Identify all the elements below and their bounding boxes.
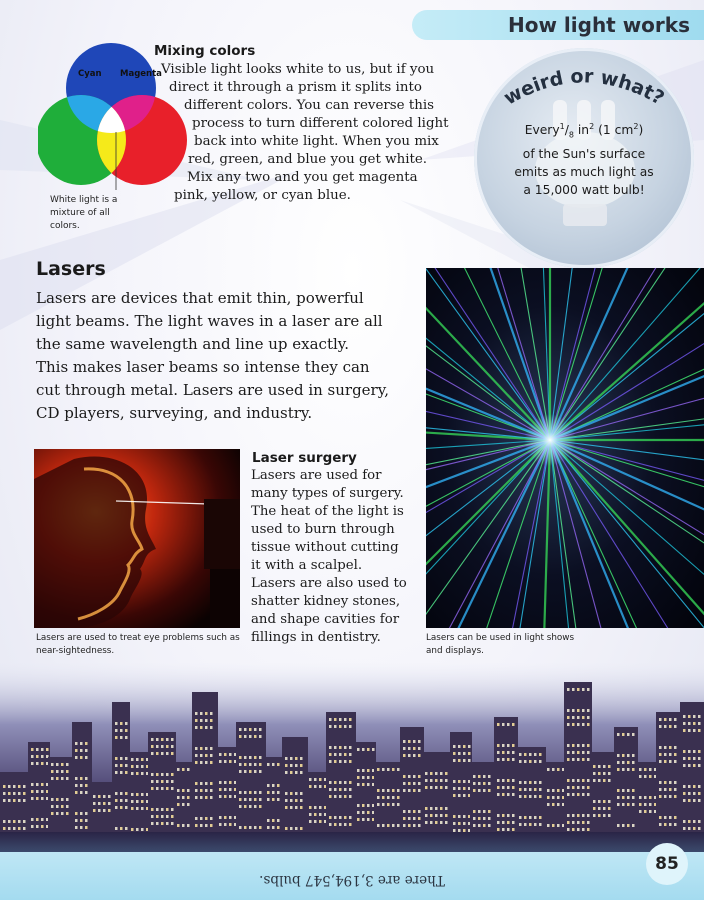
skyline-building: [422, 752, 452, 837]
mixing-colors-line: different colors. You can reverse this: [184, 98, 434, 113]
lasers-body-line: Lasers are devices that emit thin, powerful: [36, 289, 364, 307]
section-title: How light works: [508, 13, 690, 37]
laser-surgery-line: and shape cavities for: [251, 612, 400, 627]
laser-surgery-line: many types of surgery.: [251, 486, 404, 501]
mixing-colors-line: red, green, and blue you get white.: [188, 152, 428, 167]
mixing-colors-line: back into white light. When you mix: [194, 134, 439, 149]
venn-label-magenta: Magenta: [120, 69, 162, 79]
laser-light-show-photo: [426, 268, 704, 628]
skyline-building: [282, 737, 308, 837]
mixing-colors-line: process to turn different colored light: [192, 116, 449, 131]
mixing-colors-heading: Mixing colors: [154, 43, 256, 59]
laser-surgery-line: tissue without cutting: [251, 540, 399, 555]
weird-or-what-text: [500, 118, 668, 199]
skyline-building: [264, 757, 284, 837]
lasers-body-line: light beams. The light waves in a laser are all: [36, 312, 383, 330]
venn-label-cyan: Cyan: [78, 69, 102, 79]
mixing-colors-line: pink, yellow, or cyan blue.: [174, 188, 351, 203]
white-light-note: White light is a mixture of all colors.: [50, 195, 118, 231]
laser-surgery-heading: Laser surgery: [252, 450, 357, 466]
skyline-building: [306, 772, 328, 837]
skyline-building: [614, 727, 638, 837]
skyline-building: [236, 722, 266, 837]
section-header-tab: [412, 10, 704, 40]
page-number: 85: [646, 843, 688, 885]
weird-fact-line: $Every^1/_8$ $in^2$ (1 $cm^2$): [524, 122, 644, 140]
mixing-colors-line: Visible light looks white to us, but if you: [161, 62, 435, 77]
mixing-colors-line: direct it through a prism it splits into: [169, 80, 422, 95]
page-footer: [0, 852, 704, 900]
laser-surgery-line: The heat of the light is: [251, 504, 404, 519]
skyline-building: [48, 757, 74, 837]
skyline-building: [590, 752, 616, 837]
city-skyline-photo: [0, 662, 704, 870]
svg-text:weird or what?: weird or what?: [500, 65, 668, 110]
skyline-building: [494, 717, 518, 837]
laser-surgery-line: Lasers are also used to: [251, 576, 407, 591]
lasers-body-line: the same wavelength and line up exactly.: [36, 335, 350, 353]
lasers-body-line: This makes laser beams so intense they can: [36, 358, 370, 376]
lasers-heading: Lasers: [36, 258, 106, 280]
eye-surgery-photo: [34, 449, 240, 628]
laser-surgery-line: shatter kidney stones,: [251, 594, 401, 609]
laser-surgery-line: used to burn through: [251, 522, 395, 537]
laser-surgery-line: Lasers are used for: [251, 468, 382, 483]
laser-surgery-line: fillings in dentistry.: [251, 630, 381, 645]
weird-fact-line: of the Sun's surface: [522, 146, 646, 161]
skyline-building: [636, 762, 658, 837]
weird-fact-line: a 15,000 watt bulb!: [523, 182, 645, 197]
weird-fact-line: emits as much light as: [514, 164, 654, 179]
mixing-colors-line: Mix any two and you get magenta: [187, 170, 418, 185]
weird-or-what-heading: [474, 55, 694, 125]
lasers-body-line: CD players, surveying, and industry.: [36, 404, 313, 422]
laser-show-caption: Lasers can be used in light shows and displays.: [426, 633, 575, 656]
upside-down-fact: There are 3,194,547 bulbs.: [259, 872, 445, 888]
laser-surgery-line: it with a scalpel.: [251, 558, 363, 573]
lasers-body-line: cut through metal. Lasers are used in surgery,: [36, 381, 389, 399]
eye-photo-caption: Lasers are used to treat eye problems such as near-sightedness.: [36, 633, 240, 656]
skyline-building: [354, 742, 376, 837]
